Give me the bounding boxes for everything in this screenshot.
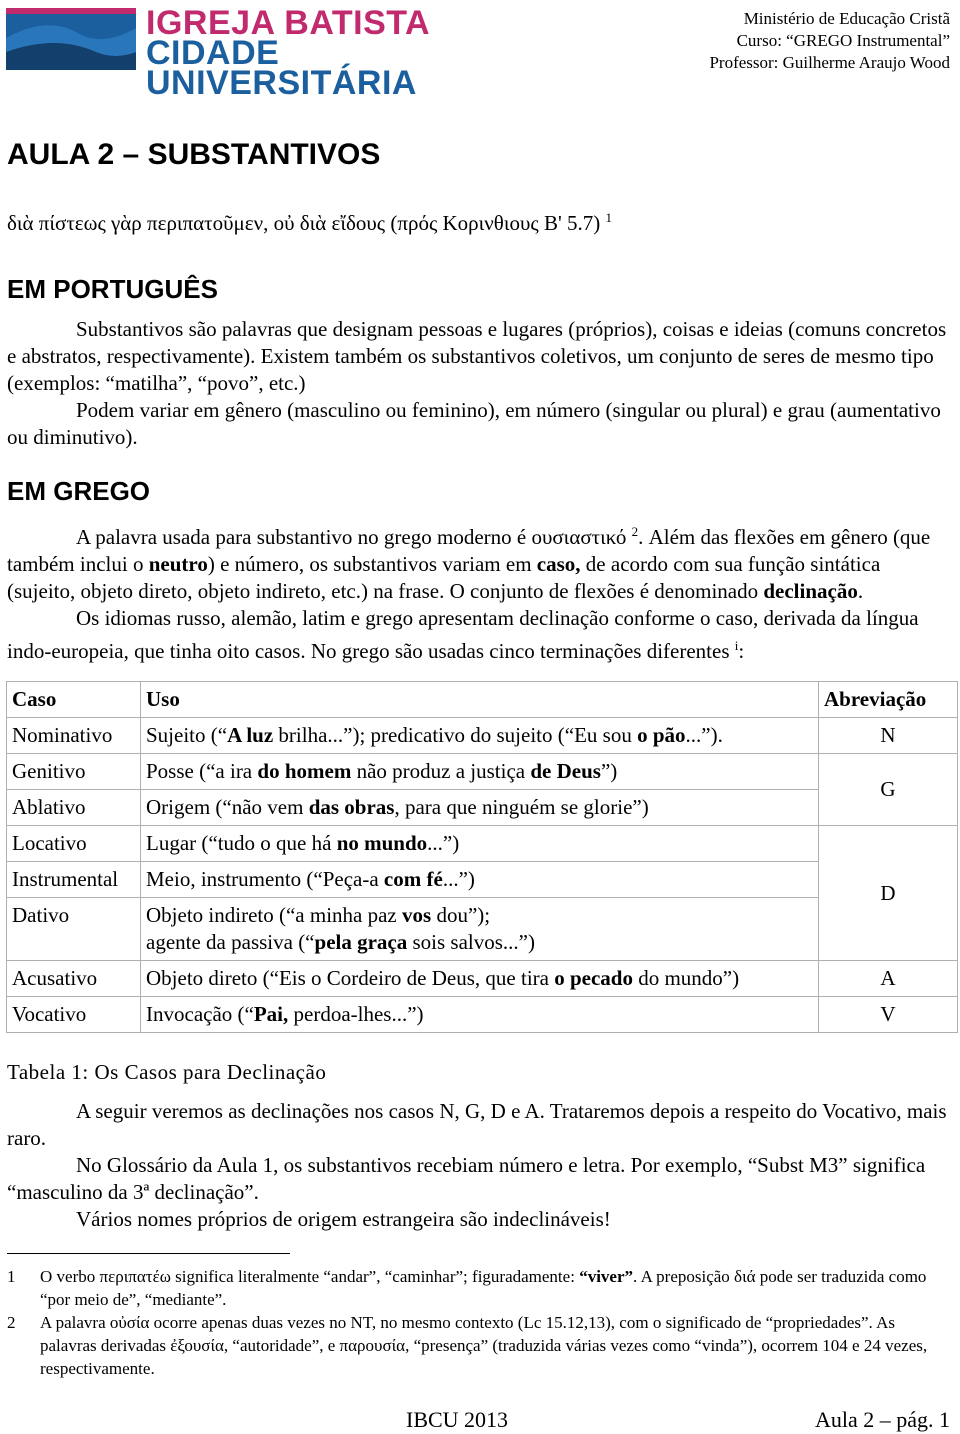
paragraph xyxy=(7,1098,953,1152)
church-logo xyxy=(6,4,546,102)
footnote-number: 1 xyxy=(7,1267,16,1286)
bold-term: caso, xyxy=(536,552,581,576)
paragraph xyxy=(7,518,953,605)
case-use: Sujeito (“A luz brilha...”); predicativo do sujeito (“Eu sou o pão...”). xyxy=(141,718,819,754)
case-use: Objeto direto (“Eis o Cordeiro de Deus, que tira o pecado do mundo”) xyxy=(141,961,819,997)
case-abbreviation: A xyxy=(819,961,958,997)
case-name: Dativo xyxy=(7,898,141,961)
paragraph-text: Substantivos são palavras que designam pessoas e lugares (próprios), coisas e ideias (comuns concretos e abstratos, respectivamente). Existem também os substantivos coletivos, um conjunto de seres de mesmo tipo (exemplos: “matilha”, “povo”, etc.) xyxy=(7,317,947,395)
section-gr-body xyxy=(7,518,953,665)
footnote-ref-2[interactable]: 2 xyxy=(631,524,639,539)
greek-quote-text: διὰ πίστεως γὰρ περιπατοῦμεν, οὐ διὰ εἴδους (πρός Κορινθιους Β' 5.7) xyxy=(7,211,601,235)
case-name: Genitivo xyxy=(7,754,141,790)
paragraph-text: A seguir veremos as declinações nos casos N, G, D e A. Trataremos depois a respeito do Vocativo, mais raro. xyxy=(7,1099,947,1150)
case-name: Acusativo xyxy=(7,961,141,997)
paragraph-text: Vários nomes próprios de origem estrangeira são indeclináveis! xyxy=(76,1207,611,1231)
case-name: Vocativo xyxy=(7,997,141,1033)
cases-table xyxy=(6,681,958,1033)
column-header-caso: Caso xyxy=(7,682,141,718)
closing-body xyxy=(7,1098,953,1233)
table-row xyxy=(7,862,958,898)
ministry-label: Ministério de Educação Cristã xyxy=(743,9,950,28)
paragraph xyxy=(7,605,953,665)
case-use: Posse (“a ira do homem não produz a justiça de Deus”) xyxy=(141,754,819,790)
case-abbreviation: N xyxy=(819,718,958,754)
case-name: Ablativo xyxy=(7,790,141,826)
page-title: AULA 2 – SUBSTANTIVOS xyxy=(7,138,381,171)
paragraph-text: A palavra usada para substantivo no grego moderno é ουσιαστικό xyxy=(76,525,627,549)
paragraph xyxy=(7,397,953,451)
paragraph-text: . Além das flexões em gênero (que também inclui o xyxy=(7,525,931,576)
paragraph-text: Podem variar em gênero (masculino ou feminino), em número (singular ou plural) e grau (aumentativo ou diminutivo). xyxy=(7,398,941,449)
bold-term: neutro xyxy=(148,552,208,576)
footnote-divider xyxy=(7,1253,290,1254)
paragraph-text: No Glossário da Aula 1, os substantivos recebiam número e letra. Por exemplo, “Subst M3” significa “masculino da 3ª declinação”. xyxy=(7,1153,926,1204)
paragraph-text: de acordo com sua função sintática (sujeito, objeto direto, objeto indireto, etc.) na frase. O conjunto de flexões é denominado xyxy=(7,552,881,603)
paragraph xyxy=(7,1152,953,1206)
paragraph-text: ) e número, os substantivos variam em xyxy=(207,552,537,576)
case-name: Nominativo xyxy=(7,718,141,754)
footnote-text: O verbo περιπατέω significa literalmente “andar”, “caminhar”; figuradamente: “viver”. A preposição διά pode ser traduzida como “por meio de”, “mediante”. xyxy=(40,1267,927,1309)
footnote xyxy=(7,1311,953,1380)
section-heading-pt: EM PORTUGUÊS xyxy=(7,274,218,304)
table-row xyxy=(7,898,958,961)
page-header xyxy=(0,0,960,102)
footnote-text: A palavra οὐσία ocorre apenas duas vezes no NT, no mesmo contexto (Lc 15.12,13), com o significado de “propriedades”. As palavras derivadas ἐξουσία, “autoridade”, e παρουσία, “presença” (traduzida várias vezes como “vinda”), ocorrem 104 e 24 vezes, respectivamente. xyxy=(40,1313,928,1378)
course-label: Curso: “GREGO Instrumental” xyxy=(736,31,950,50)
paragraph-text: . xyxy=(857,579,864,603)
endnote-ref-i[interactable]: i xyxy=(734,638,739,653)
logo-line-1: IGREJA BATISTA xyxy=(146,4,431,42)
table-row xyxy=(7,790,958,826)
table-row xyxy=(7,718,958,754)
section-heading-gr: EM GREGO xyxy=(7,476,151,506)
page-number: Aula 2 – pág. 1 xyxy=(814,1407,950,1432)
case-name: Locativo xyxy=(7,826,141,862)
table-row xyxy=(7,826,958,862)
case-use: Origem (“não vem das obras, para que ninguém se glorie”) xyxy=(141,790,819,826)
bold-term: declinação xyxy=(763,579,858,603)
table-row xyxy=(7,754,958,790)
footnote-ref-1[interactable]: 1 xyxy=(605,210,612,225)
case-use: Invocação (“Pai, perdoa-lhes...”) xyxy=(141,997,819,1033)
column-header-abreviacao: Abreviação xyxy=(819,682,958,718)
paragraph xyxy=(7,1206,953,1233)
case-use: Objeto indireto (“a minha paz vos dou”); agente da passiva (“pela graça sois salvos...”) xyxy=(141,898,819,961)
case-use: Lugar (“tudo o que há no mundo...”) xyxy=(141,826,819,862)
table-caption: Tabela 1: Os Casos para Declinação xyxy=(7,1060,327,1084)
section-pt-body xyxy=(7,316,953,451)
paragraph-text: : xyxy=(738,639,745,663)
footnote xyxy=(7,1265,953,1311)
paragraph-text: Os idiomas russo, alemão, latim e grego apresentam declinação conforme o caso, derivada da língua indo-europeia, que tinha oito casos. No grego são usadas cinco terminações diferentes xyxy=(7,606,919,663)
case-abbreviation: G xyxy=(819,754,958,826)
case-abbreviation: V xyxy=(819,997,958,1033)
column-header-uso: Uso xyxy=(141,682,819,718)
professor-label: Professor: Guilherme Araujo Wood xyxy=(709,53,950,72)
case-use: Meio, instrumento (“Peça-a com fé...”) xyxy=(141,862,819,898)
church-logo-icon xyxy=(6,8,136,70)
footer-left: IBCU 2013 xyxy=(406,1407,509,1432)
paragraph xyxy=(7,316,953,397)
greek-quote xyxy=(7,210,612,236)
case-abbreviation: D xyxy=(819,826,958,961)
case-name: Instrumental xyxy=(7,862,141,898)
footnote-number: 2 xyxy=(7,1313,16,1332)
table-row xyxy=(7,997,958,1033)
table-row xyxy=(7,961,958,997)
logo-line-2: CIDADE UNIVERSITÁRIA xyxy=(146,34,417,102)
header-info xyxy=(709,8,950,74)
table-header-row xyxy=(7,682,958,718)
